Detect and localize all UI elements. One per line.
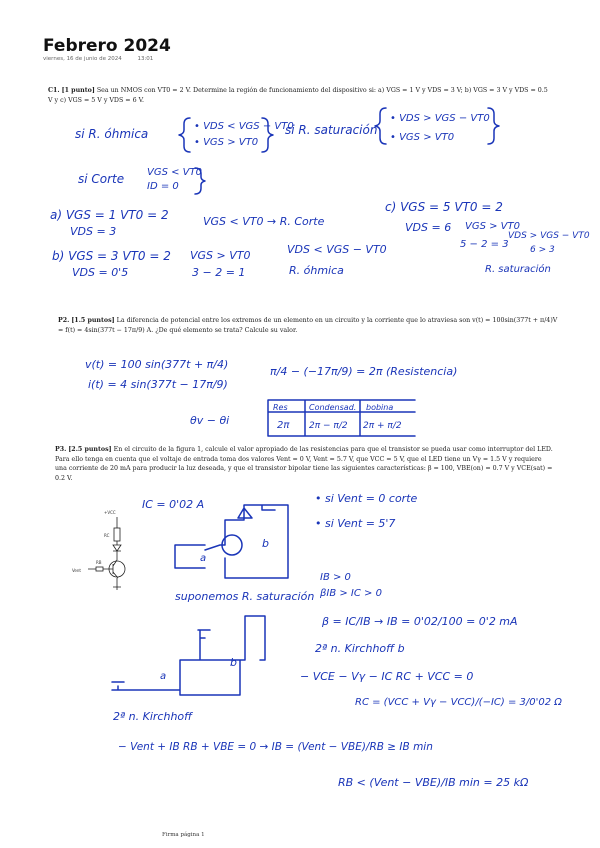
led-icon [113, 541, 121, 560]
brace-icon [375, 108, 386, 144]
hw-p2-table [268, 400, 415, 436]
hw-b-vds: VDS = 0'5 [72, 266, 129, 279]
hw-a-vds: VDS = 3 [70, 225, 117, 238]
time-text: 13:01 [137, 56, 154, 62]
hw-p3-kirchhoff-b: 2ª n. Kirchhoff b [315, 642, 405, 655]
problem-points: [1 punto] [61, 87, 95, 94]
hw-circuit-1 [175, 505, 288, 578]
problem-label: P2. [58, 317, 70, 324]
hw-c1-ohm-cond1: • VDS < VGS − VT0 [194, 121, 294, 132]
bjt-leads [113, 560, 121, 590]
table-header-bob: bobina [366, 403, 394, 412]
hw-circuit2-a: a [160, 671, 167, 682]
rb-label: RB [96, 560, 102, 565]
hw-p3-suponemos: suponemos R. saturación [175, 590, 315, 603]
problem-text: Sea un NMOS con VT0 = 2 V. Determine la región de funcionamiento del dispositivo si: a) VGS = 1 V y VDS = 3 V; b) VGS = 3 V y VDS = 0.5 V y c) VGS = 5 V y VDS = 6 V. [48, 87, 548, 104]
hw-p3-ib: β = IC/IB → IB = 0'02/100 = 0'2 mA [322, 615, 518, 628]
hw-loop-b: b [262, 537, 269, 550]
problem-text: En el circuito de la figura 1, calcule el valor apropiado de las resistencias para que el transistor se pueda usar como interruptor del LED. Para ello tenga en cuenta que el voltaje de entrada toma dos valores Vent = 0 V, Vent = 5.7 V, que VCC = 5 V, que el LED tiene un Vγ = 1.5 V y requiere una corriente de 20 mA para producir la luz deseada, y que el transistor bipolar tiene las siguientes características: β = 100, VBE(on) = 0.7 V y VCE(sat) = 0.2 V. [55, 446, 553, 482]
table-value-res: 2π [277, 420, 290, 431]
table-value-cond: 2π − π/2 [309, 421, 348, 431]
page-footer: Firma página 1 [162, 832, 205, 838]
hw-a-vgs: a) VGS = 1 VT0 = 2 [50, 208, 169, 222]
brace-icon [179, 118, 190, 152]
date-text: viernes, 16 de junio de 2024 [43, 56, 122, 62]
hw-c-res4: 6 > 3 [530, 245, 555, 255]
table-header-cond: Condensad. [309, 403, 357, 412]
vent-label: Vent [72, 568, 81, 573]
hw-circuit2-b: b [230, 656, 237, 669]
table-value-bob: 2π + π/2 [363, 421, 402, 431]
hw-b-res4: R. óhmica [289, 264, 344, 277]
hw-p3-rb: RB < (Vent − VBE)/IB min = 25 kΩ [338, 776, 529, 789]
resistor-rb-icon [96, 567, 103, 571]
table-header-res: Res [273, 403, 288, 412]
hw-c1-corte-cond2: ID = 0 [147, 181, 179, 192]
hw-p2-current: i(t) = 4 sin(377t − 17π/9) [88, 378, 228, 391]
hw-a-result: VGS < VT0 → R. Corte [203, 215, 325, 228]
hw-loop-a: a [200, 553, 207, 564]
hw-p2-voltage: v(t) = 100 sin(377t + π/4) [85, 358, 229, 371]
vcc-label: +VCC [104, 510, 116, 515]
hw-c1-saturacion: si R. saturación [285, 123, 378, 137]
hw-p2-table-lhs: θv − θi [190, 414, 230, 427]
hw-circuit-2 [112, 616, 265, 695]
hw-b-vgs: b) VGS = 3 VT0 = 2 [52, 249, 171, 263]
hw-p2-phase: π/4 − (−17π/9) = 2π (Resistencia) [270, 365, 458, 378]
problem-points: [2.5 puntos] [68, 446, 112, 453]
hw-c1-ohmica: si R. óhmica [75, 127, 149, 141]
problem-label: P3. [55, 446, 67, 453]
rc-label: RC [104, 533, 110, 538]
circuit-figure [72, 510, 125, 590]
hw-p3-eq-a: − Vent + IB RB + VBE = 0 → IB = (Vent − VBE)/RB ≥ IB min [118, 741, 433, 753]
hw-p3-rc: RC = (VCC + Vγ − VCC)/(−IC) = 3/0'02 Ω [355, 697, 562, 708]
hw-c-res3: VDS > VGS − VT0 [508, 231, 590, 241]
problem-points: [1.5 puntos] [71, 317, 115, 324]
problem-label: C1. [48, 87, 60, 94]
hw-c1-corte: si Corte [78, 172, 125, 186]
hw-b-res1: VGS > VT0 [190, 249, 251, 262]
hw-p3-cond2: βIB > IC > 0 [320, 588, 382, 599]
hw-b-res3: VDS < VGS − VT0 [287, 243, 387, 256]
hw-c-res5: R. saturación [485, 264, 551, 275]
hw-b-res2: 3 − 2 = 1 [192, 266, 246, 279]
hw-p3-cond1: IB > 0 [320, 572, 351, 583]
hw-p3-vent57: • si Vent = 5'7 [315, 517, 396, 530]
hw-c1-sat-cond2: • VGS > VT0 [390, 132, 455, 143]
hw-p3-eq-b: − VCE − Vγ − IC RC + VCC = 0 [300, 670, 474, 683]
hw-c1-corte-cond1: VGS < VT0 [147, 167, 202, 178]
resistor-rc-icon [114, 528, 120, 541]
hw-c-res2: 5 − 2 = 3 [460, 239, 509, 250]
hw-c-vgs: c) VGS = 5 VT0 = 2 [385, 200, 503, 214]
hw-c1-ohm-cond2: • VGS > VT0 [194, 137, 259, 148]
hw-c-vds: VDS = 6 [405, 221, 452, 234]
problem-text: La diferencia de potencial entre los extremos de un elemento en un circuito y la corriente que lo atraviesa son v(t) = 100sin(377t + π/4)V = f(t) = 4sin(377t − 17π/9) A. ¿De qué elemento se trata? Calcule su valor. [58, 317, 558, 334]
hw-c1-sat-cond1: • VDS > VGS − VT0 [390, 113, 490, 124]
hw-p3-vent0: • si Vent = 0 corte [315, 492, 418, 505]
hw-c-res1: VGS > VT0 [465, 221, 520, 232]
note-title: Febrero 2024 [43, 36, 171, 56]
hw-p3-ic: IC = 0'02 A [142, 498, 205, 511]
hw-p3-kirchhoff-a: 2ª n. Kirchhoff [113, 710, 193, 723]
